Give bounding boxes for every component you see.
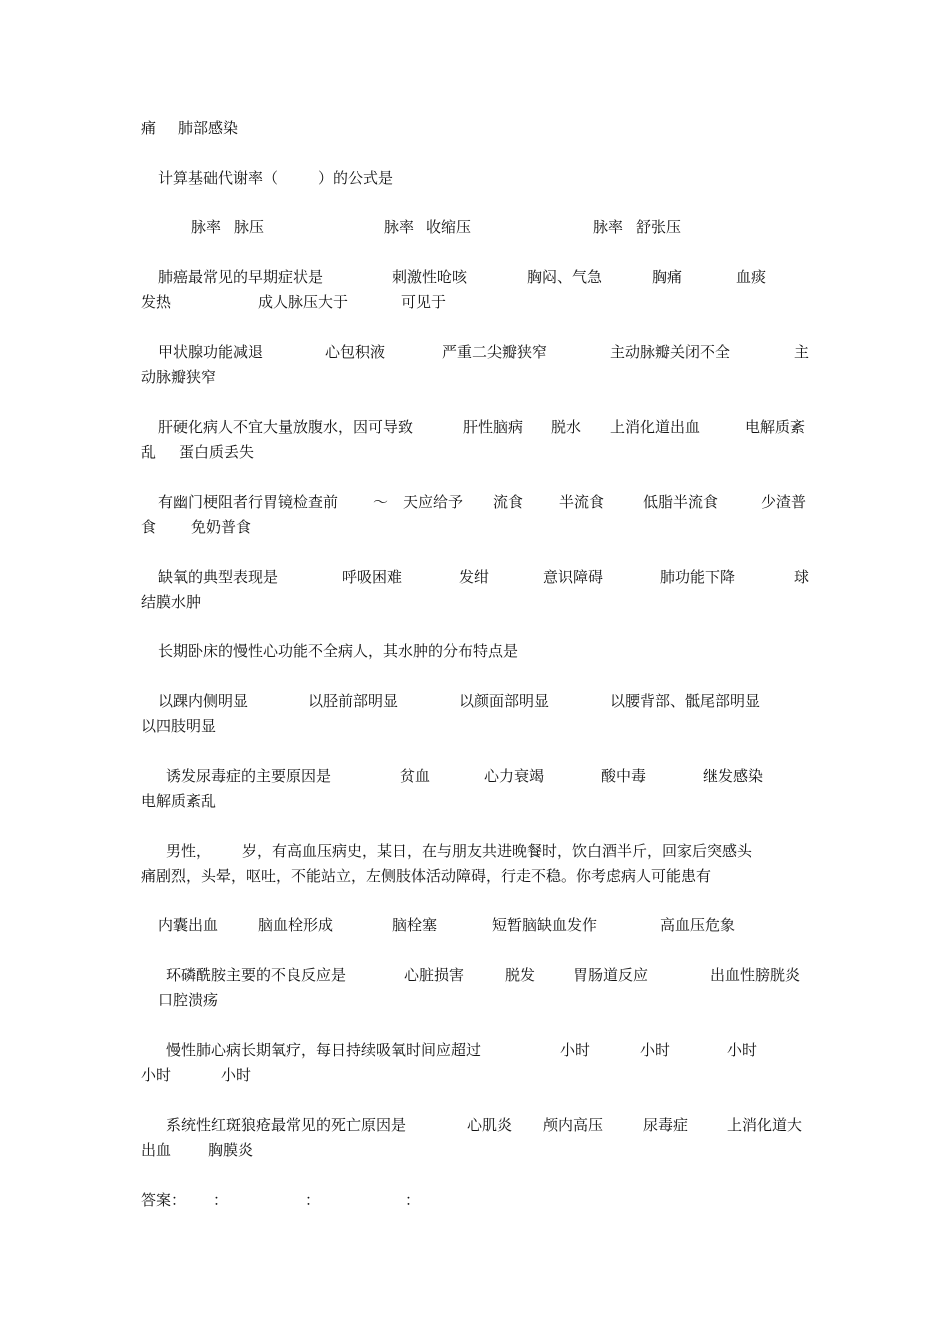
option-text: 少渣普 xyxy=(761,493,807,511)
option-text: 内囊出血 xyxy=(158,916,219,934)
question-text: 诱发尿毒症的主要原因是 xyxy=(166,767,332,785)
option-text: 发热 xyxy=(141,293,172,311)
option-text: 电解质紊乱 xyxy=(141,792,217,810)
option-text: 高血压危象 xyxy=(660,916,736,934)
question-text: ）的公式是 xyxy=(318,169,394,187)
option-text: 乱 xyxy=(141,443,157,461)
option-text: 出血 xyxy=(141,1141,172,1159)
option-text: 上消化道出血 xyxy=(610,418,701,436)
option-text: 舒张压 xyxy=(636,218,682,236)
option-text: 甲状腺功能减退 xyxy=(158,343,264,361)
option-text: 酸中毒 xyxy=(601,767,647,785)
question-text: 长期卧床的慢性心功能不全病人，其水肿的分布特点是 xyxy=(158,642,519,660)
question-text: 环磷酰胺主要的不良反应是 xyxy=(166,966,347,984)
option-text: 以胫前部明显 xyxy=(308,692,399,710)
option-text: 上消化道大 xyxy=(727,1116,803,1134)
option-text: 颅内高压 xyxy=(543,1116,604,1134)
option-text: 心力衰竭 xyxy=(484,767,545,785)
option-text: 胸痛 xyxy=(652,268,683,286)
question-text: 痛剧烈，头晕，呕吐，不能站立，左侧肢体活动障碍，行走不稳。你考虑病人可能患有 xyxy=(141,867,712,885)
option-text: 电解质紊 xyxy=(745,418,806,436)
option-text: 小时 xyxy=(727,1041,758,1059)
option-text: 肺功能下降 xyxy=(660,568,736,586)
option-text: 低脂半流食 xyxy=(643,493,719,511)
option-text: 发绀 xyxy=(459,568,490,586)
option-text: 脱发 xyxy=(505,966,536,984)
option-text: 小时 xyxy=(560,1041,591,1059)
option-text: 免奶普食 xyxy=(191,518,252,536)
option-text: 脑血栓形成 xyxy=(258,916,334,934)
option-text: 球 xyxy=(794,568,810,586)
answer-label: 答案： xyxy=(141,1191,187,1209)
question-text: 缺氧的典型表现是 xyxy=(158,568,279,586)
option-text: 动脉瓣狭窄 xyxy=(141,368,217,386)
option-text: 收缩压 xyxy=(426,218,472,236)
option-text: 食 xyxy=(141,518,157,536)
text: 痛 xyxy=(141,119,157,137)
question-text: 男性， xyxy=(166,842,212,860)
option-text: 贫血 xyxy=(400,767,431,785)
option-text: 心包积液 xyxy=(325,343,386,361)
answer-separator: ： xyxy=(405,1191,421,1209)
question-text: 慢性肺心病长期氧疗，每日持续吸氧时间应超过 xyxy=(166,1041,482,1059)
option-text: 蛋白质丢失 xyxy=(179,443,255,461)
option-text: 继发感染 xyxy=(703,767,764,785)
option-text: 主 xyxy=(794,343,810,361)
option-text: 脉率 xyxy=(384,218,415,236)
option-text: 脉率 xyxy=(593,218,624,236)
option-text: 口腔溃疡 xyxy=(158,991,219,1009)
option-text: 以颜面部明显 xyxy=(459,692,550,710)
question-text: 肝硬化病人不宜大量放腹水，因可导致 xyxy=(158,418,414,436)
option-text: 心肌炎 xyxy=(467,1116,513,1134)
option-text: 以腰背部、骶尾部明显 xyxy=(610,692,761,710)
question-text: 肺癌最常见的早期症状是 xyxy=(158,268,324,286)
question-text: 天应给予 xyxy=(403,493,464,511)
option-text: 尿毒症 xyxy=(643,1116,689,1134)
question-text: 可见于 xyxy=(401,293,447,311)
question-text: 成人脉压大于 xyxy=(258,293,349,311)
option-text: 半流食 xyxy=(559,493,605,511)
option-text: 胸膜炎 xyxy=(208,1141,254,1159)
option-text: 肝性脑病 xyxy=(463,418,524,436)
option-text: 小时 xyxy=(221,1066,252,1084)
option-text: 以踝内侧明显 xyxy=(158,692,249,710)
option-text: 刺激性呛咳 xyxy=(392,268,468,286)
option-text: 血痰 xyxy=(736,268,767,286)
option-text: 意识障碍 xyxy=(543,568,604,586)
answer-separator: ： xyxy=(213,1191,229,1209)
option-text: 出血性膀胱炎 xyxy=(710,966,801,984)
option-text: 小时 xyxy=(640,1041,671,1059)
text: 肺部感染 xyxy=(178,119,239,137)
option-text: 胃肠道反应 xyxy=(573,966,649,984)
option-text: 结膜水肿 xyxy=(141,593,202,611)
option-text: 胸闷、气急 xyxy=(527,268,603,286)
option-text: 脑栓塞 xyxy=(392,916,438,934)
option-text: 脉率 xyxy=(191,218,222,236)
option-text: 心脏损害 xyxy=(404,966,465,984)
option-text: 以四肢明显 xyxy=(141,717,217,735)
option-text: 主动脉瓣关闭不全 xyxy=(610,343,731,361)
question-text: 有幽门梗阻者行胃镜检查前 xyxy=(158,493,339,511)
option-text: 小时 xyxy=(141,1066,172,1084)
option-text: 流食 xyxy=(493,493,524,511)
option-text: 短暂脑缺血发作 xyxy=(492,916,598,934)
question-text: 计算基础代谢率（ xyxy=(158,169,279,187)
option-text: 脉压 xyxy=(234,218,265,236)
question-text: ～ xyxy=(373,493,389,511)
option-text: 脱水 xyxy=(551,418,582,436)
question-text: 岁，有高血压病史，某日，在与朋友共进晚餐时，饮白酒半斤，回家后突感头 xyxy=(242,842,753,860)
question-text: 系统性红斑狼疮最常见的死亡原因是 xyxy=(166,1116,407,1134)
option-text: 严重二尖瓣狭窄 xyxy=(442,343,548,361)
option-text: 呼吸困难 xyxy=(342,568,403,586)
answer-separator: ： xyxy=(305,1191,321,1209)
